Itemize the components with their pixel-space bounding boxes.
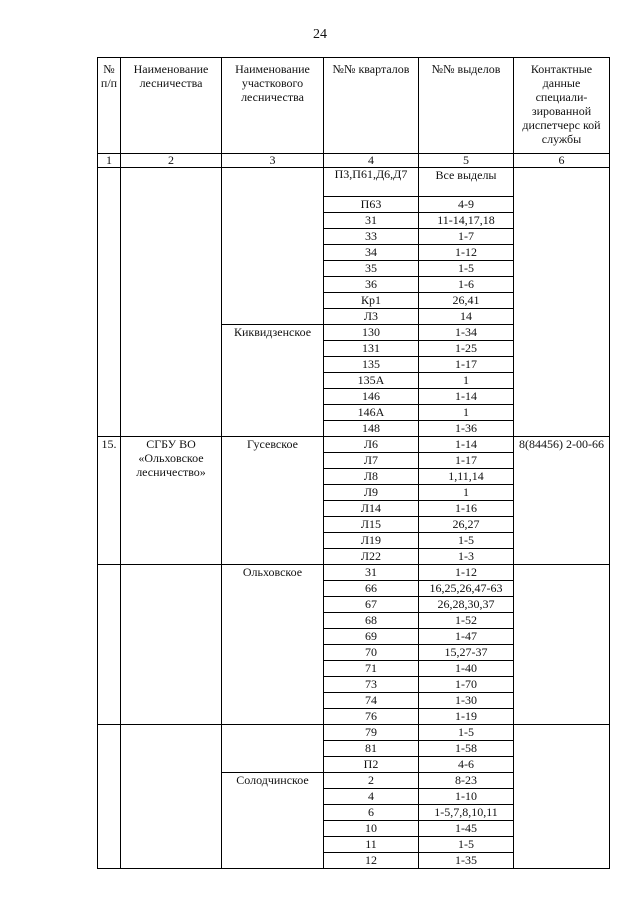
district-solodchinskoe: Солодчинское — [222, 773, 324, 869]
plot-cell: 1-7 — [419, 229, 514, 245]
quarter-cell: 79 — [324, 725, 419, 741]
page-number: 24 — [313, 27, 327, 42]
quarter-cell: 81 — [324, 741, 419, 757]
plot-cell: 1-5 — [419, 261, 514, 277]
column-number: 1 — [98, 154, 121, 168]
quarter-cell: 71 — [324, 661, 419, 677]
district-cell-empty — [222, 725, 324, 773]
plot-cell: 11-14,17,18 — [419, 213, 514, 229]
quarter-cell: 2 — [324, 773, 419, 789]
header-number: № п/п — [98, 58, 121, 154]
quarter-cell: 34 — [324, 245, 419, 261]
table-row — [98, 725, 610, 741]
plot-cell: 26,27 — [419, 517, 514, 533]
quarter-cell: 66 — [324, 581, 419, 597]
forestry-cell-empty — [121, 565, 222, 725]
plot-cell: 15,27-37 — [419, 645, 514, 661]
quarter-cell: Л6 — [324, 437, 419, 453]
quarter-cell: 135 — [324, 357, 419, 373]
plot-cell: 26,41 — [419, 293, 514, 309]
plot-cell: 26,28,30,37 — [419, 597, 514, 613]
header-district: Наименование участкового лесничества — [222, 58, 324, 154]
quarter-cell: Л19 — [324, 533, 419, 549]
plot-cell: 1-10 — [419, 789, 514, 805]
plot-cell: 1-14 — [419, 389, 514, 405]
contact-phone: 8(84456) 2-00-66 — [514, 437, 610, 565]
quarter-cell: 11 — [324, 837, 419, 853]
quarter-cell: 10 — [324, 821, 419, 837]
quarter-cell: Л8 — [324, 469, 419, 485]
plot-cell: Все выделы — [419, 168, 514, 197]
plot-cell: 1-5 — [419, 533, 514, 549]
contact-cell-empty — [514, 725, 610, 869]
forestry-cell-empty — [121, 168, 222, 437]
column-number: 6 — [514, 154, 610, 168]
contact-cell-empty — [514, 168, 610, 437]
table-row — [98, 437, 610, 453]
quarter-cell: 73 — [324, 677, 419, 693]
plot-cell: 1 — [419, 373, 514, 389]
quarter-cell: 130 — [324, 325, 419, 341]
plot-cell: 4-6 — [419, 757, 514, 773]
plot-cell: 1-16 — [419, 501, 514, 517]
column-number: 4 — [324, 154, 419, 168]
column-number: 2 — [121, 154, 222, 168]
quarter-cell: 69 — [324, 629, 419, 645]
district-gusevskoe: Гусевское — [222, 437, 324, 565]
forestry-table — [97, 57, 610, 869]
header-plots: №№ выделов — [419, 58, 514, 154]
contact-cell-empty — [514, 565, 610, 725]
quarter-cell: Кр1 — [324, 293, 419, 309]
quarter-cell: Л15 — [324, 517, 419, 533]
plot-cell: 1-17 — [419, 453, 514, 469]
plot-cell: 1-14 — [419, 437, 514, 453]
plot-cell: 1 — [419, 485, 514, 501]
district-olkhovskoe: Ольховское — [222, 565, 324, 725]
quarter-cell: Л9 — [324, 485, 419, 501]
plot-cell: 1-70 — [419, 677, 514, 693]
quarter-cell: 148 — [324, 421, 419, 437]
plot-cell: 1-52 — [419, 613, 514, 629]
plot-cell: 4-9 — [419, 197, 514, 213]
plot-cell: 1-58 — [419, 741, 514, 757]
table-row — [98, 565, 610, 581]
column-number: 5 — [419, 154, 514, 168]
quarter-cell: 6 — [324, 805, 419, 821]
quarter-cell: 74 — [324, 693, 419, 709]
forestry-name: СГБУ ВО «Ольховское лесничество» — [121, 437, 222, 565]
plot-cell: 1-25 — [419, 341, 514, 357]
header-quarters: №№ кварталов — [324, 58, 419, 154]
plot-cell: 1-5 — [419, 725, 514, 741]
plot-cell: 8-23 — [419, 773, 514, 789]
quarter-cell: 31 — [324, 565, 419, 581]
quarter-cell: П63 — [324, 197, 419, 213]
number-cell-empty — [98, 565, 121, 725]
plot-cell: 1-3 — [419, 549, 514, 565]
plot-cell: 1-17 — [419, 357, 514, 373]
plot-cell: 16,25,26,47-63 — [419, 581, 514, 597]
plot-cell: 1-12 — [419, 245, 514, 261]
quarter-cell: 67 — [324, 597, 419, 613]
quarter-cell: 4 — [324, 789, 419, 805]
quarter-cell: 135А — [324, 373, 419, 389]
quarter-cell: Л3 — [324, 309, 419, 325]
plot-cell: 1-34 — [419, 325, 514, 341]
quarter-cell: П3,П61,Д6,Д7 — [324, 168, 419, 197]
quarter-cell: Л22 — [324, 549, 419, 565]
number-cell-empty — [98, 168, 121, 437]
plot-cell: 1-36 — [419, 421, 514, 437]
district-cell-empty — [222, 168, 324, 325]
plot-cell: 1-30 — [419, 693, 514, 709]
quarter-cell: 31 — [324, 213, 419, 229]
column-number: 3 — [222, 154, 324, 168]
column-number-row — [98, 154, 610, 168]
quarter-cell: 68 — [324, 613, 419, 629]
quarter-cell: 146А — [324, 405, 419, 421]
plot-cell: 1-6 — [419, 277, 514, 293]
quarter-cell: 146 — [324, 389, 419, 405]
table-row — [98, 168, 610, 197]
quarter-cell: 12 — [324, 853, 419, 869]
quarter-cell: Л14 — [324, 501, 419, 517]
plot-cell: 1-5,7,8,10,11 — [419, 805, 514, 821]
quarter-cell: 70 — [324, 645, 419, 661]
plot-cell: 1 — [419, 405, 514, 421]
quarter-cell: 33 — [324, 229, 419, 245]
plot-cell: 1-47 — [419, 629, 514, 645]
plot-cell: 1-45 — [419, 821, 514, 837]
plot-cell: 1-35 — [419, 853, 514, 869]
forestry-number: 15. — [98, 437, 121, 565]
quarter-cell: 76 — [324, 709, 419, 725]
header-forestry: Наименование лесничества — [121, 58, 222, 154]
plot-cell: 1,11,14 — [419, 469, 514, 485]
quarter-cell: П2 — [324, 757, 419, 773]
header-row — [98, 58, 610, 154]
quarter-cell: 35 — [324, 261, 419, 277]
district-kikvidzenskoe: Киквидзенское — [222, 325, 324, 437]
plot-cell: 14 — [419, 309, 514, 325]
quarter-cell: 131 — [324, 341, 419, 357]
plot-cell: 1-5 — [419, 837, 514, 853]
quarter-cell: Л7 — [324, 453, 419, 469]
header-contact: Контактные данные специали-зированной диспетчерс кой службы — [514, 58, 610, 154]
plot-cell: 1-40 — [419, 661, 514, 677]
plot-cell: 1-12 — [419, 565, 514, 581]
forestry-cell-empty — [121, 725, 222, 869]
plot-cell: 1-19 — [419, 709, 514, 725]
number-cell-empty — [98, 725, 121, 869]
quarter-cell: 36 — [324, 277, 419, 293]
